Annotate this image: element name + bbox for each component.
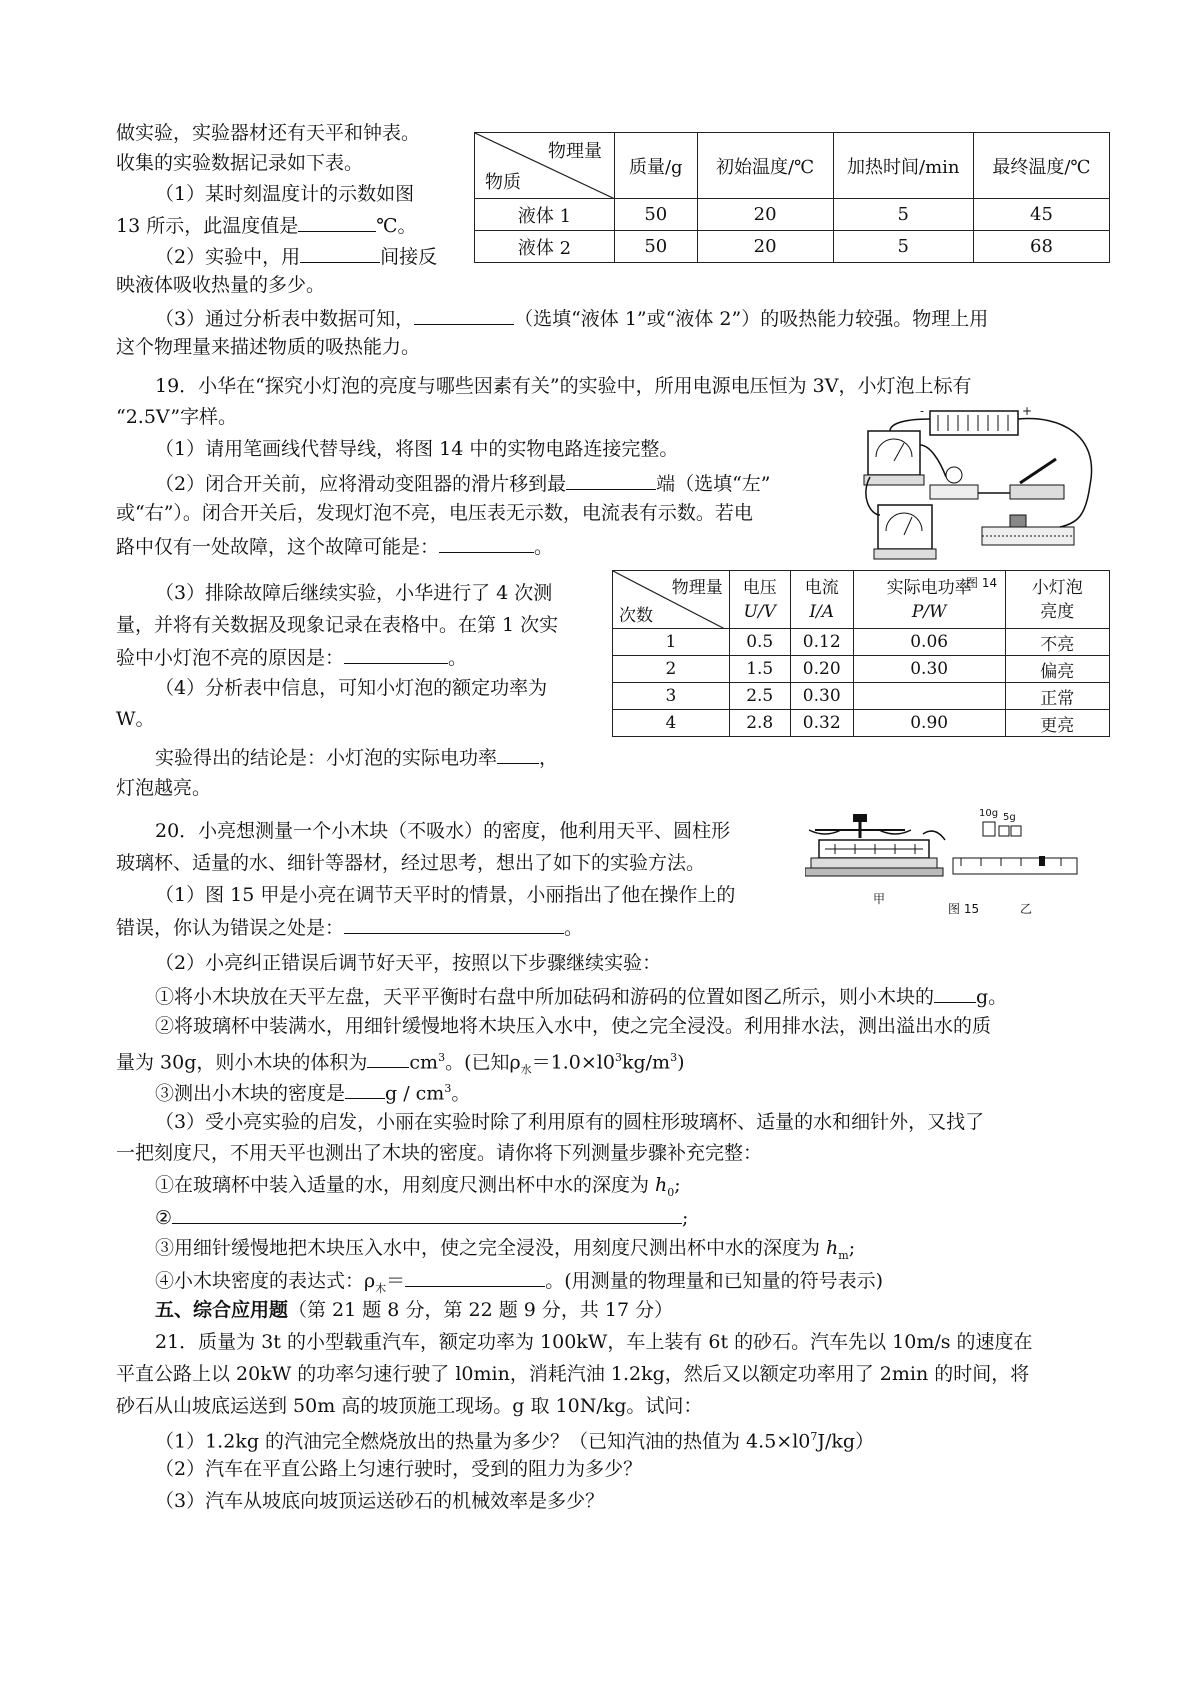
q21-line-1: 21．质量为 3t 的小型载重汽车，额定功率为 100kW，车上装有 6t 的砂石。汽车先以 10m/s 的速度在	[155, 1331, 1033, 1353]
table-cell: 0.32	[790, 710, 853, 737]
q20-part1-b: 错误，你认为错误之处是： 。	[116, 913, 583, 941]
q20-part1-a: （1）图 15 甲是小亮在调节天平时的情景，小丽指出了他在操作上的	[155, 884, 736, 906]
table-cell: 2.8	[729, 710, 790, 737]
table-cell: 不亮	[1005, 629, 1109, 656]
q19-part2-a: （2）闭合开关前，应将滑动变阻器的滑片移到最 端（选填“左”	[155, 469, 771, 497]
table-row	[613, 710, 1110, 737]
q21-line-3: 砂石从山坡底运送到 50m 高的坡顶施工现场。g 取 10N/kg。试问：	[116, 1395, 703, 1417]
table-cell: 偏亮	[1005, 656, 1109, 683]
q18-data-table	[474, 132, 1110, 263]
q20-line-2: 玻璃杯、适量的水、细针等器材，经过思考，想出了如下的实验方法。	[116, 852, 706, 874]
diagonal-header-cell	[475, 133, 615, 199]
q19-part3-a: （3）排除故障后继续实验，小华进行了 4 次测	[155, 582, 553, 604]
q19-data-table	[612, 570, 1110, 737]
q20-sub1: ①在玻璃杯中装入适量的水，用刻度尺测出杯中水的深度为 $h_0$;	[155, 1174, 681, 1199]
table-cell: 2.5	[729, 683, 790, 710]
table-row	[475, 231, 1110, 263]
answer-blank	[344, 643, 448, 664]
answer-blank	[414, 304, 514, 325]
table-cell: 0.90	[853, 710, 1005, 737]
table-cell: 0.06	[853, 629, 1005, 656]
q19-conclusion-a: 实验得出的结论是：小灯泡的实际电功率 ，	[155, 743, 558, 771]
answer-blank	[298, 211, 376, 232]
q19-part4-a: （4）分析表中信息，可知小灯泡的额定功率为	[155, 677, 548, 699]
section-5-heading	[155, 1297, 673, 1323]
header-initial-temp: 初始温度/℃	[697, 133, 833, 199]
q21-line-2: 平直公路上以 20kW 的功率匀速行驶了 l0min，消耗汽油 1.2kg，然后又以额定功率用了 2min 的时间，将	[116, 1363, 1030, 1385]
table-cell: 液体 1	[475, 199, 615, 231]
q18-part2-b: 映液体吸收热量的多少。	[116, 274, 326, 296]
answer-blank	[344, 913, 564, 934]
table-cell: 50	[614, 231, 697, 263]
weight-5g-label: 5g	[1003, 812, 1016, 823]
answer-blank	[367, 1047, 409, 1068]
q18-part3-a: （3）通过分析表中数据可知， （选填“液体 1”或“液体 2”）的吸热能力较强。物理上用	[155, 304, 988, 332]
q18-part1-a: （1）某时刻温度计的示数如图	[155, 183, 415, 205]
header-power: 实际电功率 P/W	[853, 571, 1005, 629]
q18-part3-b: 这个物理量来描述物质的吸热能力。	[116, 336, 421, 358]
table-cell: 正常	[1005, 683, 1109, 710]
table-cell: 0.30	[853, 656, 1005, 683]
q20-sub3: ③用细针缓慢地把木块压入水中，使之完全浸没，用刻度尺测出杯中水的深度为 $h_m$;	[155, 1237, 856, 1262]
table-cell: 2	[613, 656, 730, 683]
answer-blank	[439, 532, 534, 553]
section-note: （第 21 题 8 分，第 22 题 9 分，共 17 分）	[288, 1299, 674, 1321]
figure-15-right-label: 乙	[1020, 902, 1033, 916]
q21-part3: （3）汽车从坡底向坡顶运送砂石的机械效率是多少？	[155, 1490, 605, 1512]
balance-figure-15	[805, 800, 1080, 910]
q19-conclusion-b: 灯泡越亮。	[116, 777, 212, 799]
q20-part3-b: 一把刻度尺，不用天平也测出了木块的密度。请你将下列测量步骤补充完整：	[116, 1142, 763, 1164]
answer-blank	[300, 242, 380, 263]
q19-part1: （1）请用笔画线代替导线，将图 14 中的实物电路连接完整。	[155, 438, 679, 460]
header-heating-time: 加热时间/min	[833, 133, 973, 199]
table-cell: 5	[833, 199, 973, 231]
table-cell: 更亮	[1005, 710, 1109, 737]
table-cell: 20	[697, 231, 833, 263]
table-cell: 0.20	[790, 656, 853, 683]
table-row	[613, 656, 1110, 683]
q20-step1: ①将小木块放在天平左盘，天平平衡时右盘中所加砝码和游码的位置如图乙所示，则小木块的 g。	[155, 982, 1007, 1010]
table-cell: 3	[613, 683, 730, 710]
answer-blank	[497, 743, 539, 764]
answer-blank	[345, 1078, 385, 1099]
table-cell: 1.5	[729, 656, 790, 683]
table-cell: 液体 2	[475, 231, 615, 263]
answer-blank	[566, 469, 656, 490]
q20-line-1: 20．小亮想测量一个小木块（不吸水）的密度，他利用天平、圆柱形	[155, 820, 731, 842]
diag-top-label: 物理量	[671, 578, 723, 598]
circuit-figure-14	[860, 405, 1110, 570]
svg-text:-: -	[920, 405, 925, 418]
q20-sub2: ② ;	[155, 1203, 688, 1231]
q20-part2: （2）小亮纠正错误后调节好天平，按照以下步骤继续实验：	[155, 952, 662, 974]
diag-bottom-label: 次数	[619, 606, 653, 626]
q19-part2-c: 路中仅有一处故障，这个故障可能是： 。	[116, 532, 553, 560]
table-cell: 5	[833, 231, 973, 263]
header-current: 电流 I/A	[790, 571, 853, 629]
q20-step2-a: ②将玻璃杯中装满水，用细针缓慢地将木块压入水中，使之完全浸没。利用排水法，测出溢出水的质	[155, 1015, 992, 1037]
q18-part2-a: （2）实验中，用 间接反	[155, 242, 437, 270]
q19-part4-b: W。	[116, 708, 155, 730]
diag-top-label: 物理量	[547, 141, 602, 162]
header-mass: 质量/g	[614, 133, 697, 199]
answer-blank	[405, 1266, 545, 1287]
table-cell: 68	[973, 231, 1109, 263]
q19-line-2: “2.5V”字样。	[116, 406, 238, 428]
q19-part3-c: 验中小灯泡不亮的原因是： 。	[116, 643, 467, 671]
q20-step2-b: 量为 30g，则小木块的体积为 $cm^3$。(已知$\rho_水=1.0\times l0^3kg/m^3$)	[116, 1045, 684, 1083]
figure-15-caption: 图 15	[948, 902, 980, 916]
table-cell: 0.30	[790, 683, 853, 710]
q18-part1-b: 13 所示，此温度值是 ℃。	[116, 211, 416, 239]
figure-14-caption: 图 14	[966, 576, 998, 590]
q18-intro-2: 收集的实验数据记录如下表。	[116, 152, 364, 174]
q21-part2: （2）汽车在平直公路上匀速行驶时，受到的阻力为多少？	[155, 1458, 643, 1480]
table-cell: 20	[697, 199, 833, 231]
header-brightness: 小灯泡 亮度	[1005, 571, 1109, 629]
table-row	[613, 629, 1110, 656]
q18-intro-1: 做实验，实验器材还有天平和钟表。	[116, 122, 421, 144]
answer-blank	[172, 1203, 682, 1224]
q20-step3: ③测出小木块的密度是 g / $cm^3$。	[155, 1076, 470, 1106]
table-row	[475, 199, 1110, 231]
table-cell: 1	[613, 629, 730, 656]
q19-part3-b: 量，并将有关数据及现象记录在表格中。在第 1 次实	[116, 614, 559, 636]
header-voltage: 电压 U/V	[729, 571, 790, 629]
diagonal-header-cell	[613, 571, 730, 629]
table-cell	[853, 683, 1005, 710]
section-title: 五、综合应用题	[155, 1299, 289, 1321]
q20-part3-a: （3）受小亮实验的启发，小丽在实验时除了利用原有的圆柱形玻璃杯、适量的水和细针外，又找了	[155, 1111, 985, 1133]
table-cell: 50	[614, 199, 697, 231]
table-cell: 45	[973, 199, 1109, 231]
svg-text:+: +	[1022, 405, 1033, 418]
q19-part2-b: 或“右”）。闭合开关后，发现灯泡不亮，电压表无示数，电流表有示数。若电	[116, 502, 753, 524]
q20-sub4: ④小木块密度的表达式：$\rho_木=$ 。(用测量的物理量和已知量的符号表示)	[155, 1266, 883, 1302]
answer-blank	[934, 982, 976, 1003]
figure-15-left-label: 甲	[873, 892, 886, 906]
diag-bottom-label: 物质	[485, 172, 521, 193]
q19-line-1: 19．小华在“探究小灯泡的亮度与哪些因素有关”的实验中，所用电源电压恒为 3V，小灯泡上标有	[155, 375, 972, 397]
table-cell: 0.5	[729, 629, 790, 656]
table-row	[613, 683, 1110, 710]
header-final-temp: 最终温度/℃	[973, 133, 1109, 199]
q21-part1: （1）1.2kg 的汽油完全燃烧放出的热量为多少？（已知汽油的热值为 $4.5\times l0^7J/kg$）	[155, 1430, 875, 1453]
table-cell: 4	[613, 710, 730, 737]
table-cell: 0.12	[790, 629, 853, 656]
weight-10g-label: 10g	[979, 808, 999, 819]
